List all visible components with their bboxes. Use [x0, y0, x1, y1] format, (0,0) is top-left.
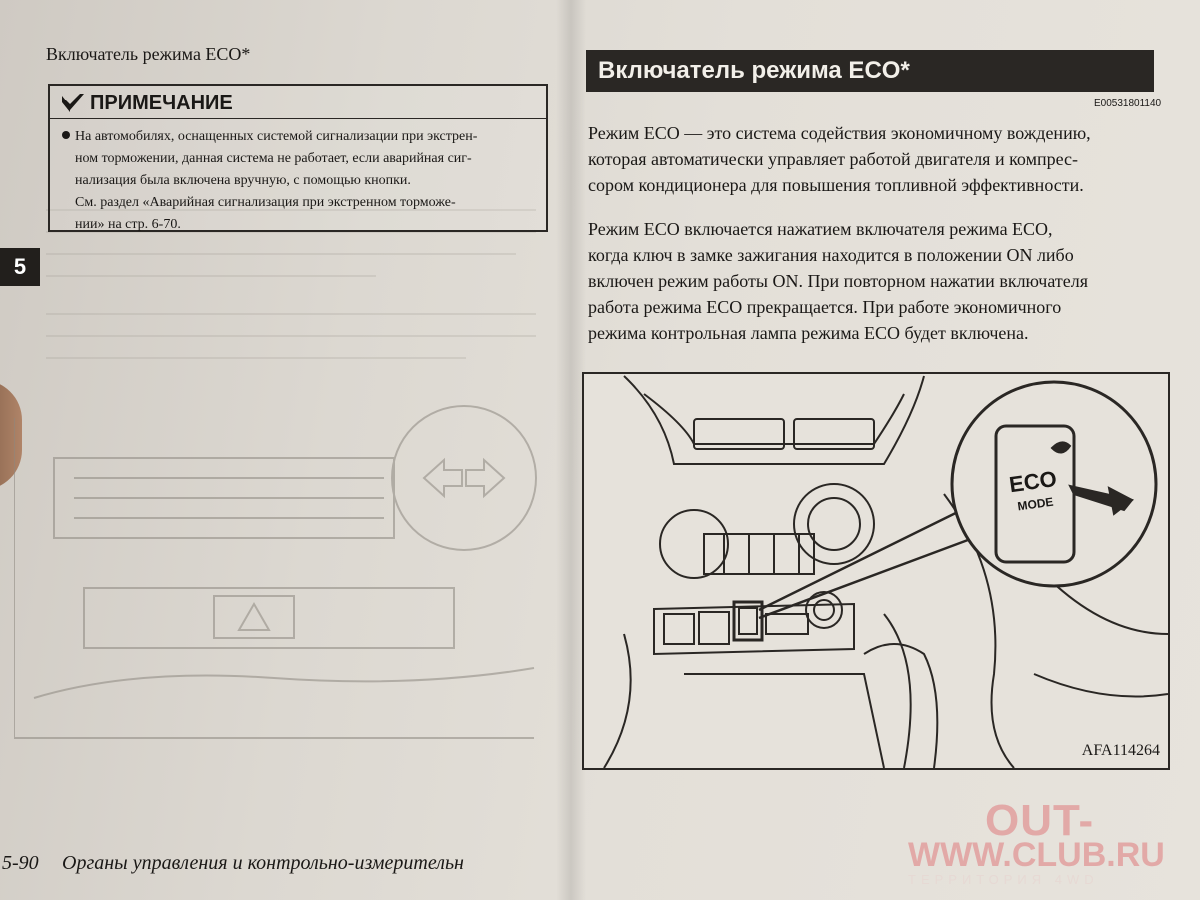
watermark-line-1: OUT- [985, 796, 1095, 845]
section-title-bar [586, 50, 1154, 92]
note-line-4: См. раздел «Аварийная сигнализация при экстренном торможе- [75, 195, 456, 210]
watermark-line-2: WWW.CLUB.RU [908, 836, 1165, 874]
eco-button-label: ECO [1007, 465, 1059, 498]
paragraph-1-line-3: сором кондиционера для повышения топливной эффективности. [588, 175, 1084, 195]
footer-page-number: 5-90 [2, 852, 39, 874]
note-title [60, 90, 233, 116]
note-divider [50, 118, 546, 119]
paragraph-2-line-1: Режим ECO включается нажатием включателя режима ECO, [588, 219, 1053, 239]
paragraph-2 [588, 216, 1154, 346]
note-title-text: ПРИМЕЧАНИЕ [90, 91, 233, 114]
note-line-3: нализация была включена вручную, с помощью кнопки. [75, 173, 411, 188]
note-box [48, 84, 548, 232]
eco-switch-figure [582, 372, 1170, 770]
checkmark-icon [60, 92, 86, 114]
paragraph-2-line-5: режима контрольная лампа режима ECO будет включена. [588, 323, 1029, 343]
dashboard-illustration [584, 374, 1168, 768]
paragraph-2-line-2: когда ключ в замке зажигания находится в положении ON либо [588, 245, 1074, 265]
bullet-icon [62, 131, 70, 139]
footer-title: Органы управления и контрольно-измерительн [62, 852, 464, 874]
note-line-5: нии» на стр. 6-70. [75, 217, 181, 232]
mode-button-label: MODE [1016, 494, 1055, 514]
paragraph-1-line-1: Режим ECO — это система содействия экономичному вождению, [588, 123, 1091, 143]
watermark-line-3: ТЕРРИТОРИЯ 4WD [908, 872, 1099, 887]
figure-code: AFA114264 [1081, 742, 1160, 759]
section-code: E00531801140 [1094, 98, 1162, 109]
bleed-illustration [14, 398, 544, 746]
chapter-tab: 5 [0, 248, 40, 286]
note-line-2: ном торможении, данная система не работает, если аварийная сиг- [75, 151, 472, 166]
left-page-header: Включатель режима ECO* [46, 44, 251, 64]
paragraph-2-line-4: работа режима ECO прекращается. При работе экономичного [588, 297, 1062, 317]
section-title: Включатель режима ECO* [598, 57, 910, 84]
paragraph-2-line-3: включен режим работы ON. При повторном нажатии включателя [588, 271, 1089, 291]
paragraph-1-line-2: которая автоматически управляет работой двигателя и компрес- [588, 149, 1079, 169]
note-body [62, 126, 536, 236]
paragraph-1 [588, 120, 1154, 198]
note-line-1: На автомобилях, оснащенных системой сигнализации при экстрен- [62, 126, 536, 148]
